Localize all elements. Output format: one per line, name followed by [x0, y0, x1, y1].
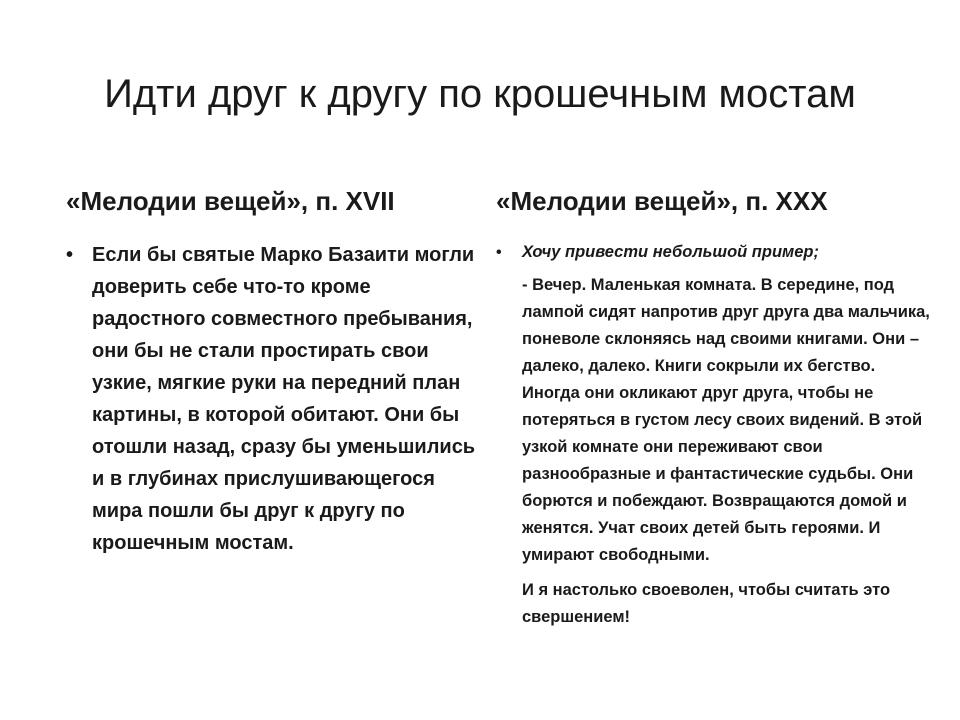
- slide-title: Идти друг к другу по крошечным мостам: [104, 72, 856, 116]
- right-paragraph-2: И я настолько своеволен, чтобы считать это свершением!: [522, 581, 891, 627]
- left-bullet-text: Если бы святые Марко Базаити могли доверить себе что-то кроме радостного совместного пребывания, они бы не стали простирать свои узкие, мягкие руки на передний план картины, в которой обитают. Они бы отошли назад, сразу бы уменьшились и в глубинах прислушивающегося мира пошли бы друг к другу по крошечным мостам.: [92, 244, 476, 555]
- right-column: [496, 186, 936, 631]
- right-paragraph-1: - Вечер. Маленькая комната. В середине, под лампой сидят напротив друг друга два мальчика, поневоле склоняясь над своими книгами. Они – далеко, далеко. Книги сокрыли их бегство. Иногда они окликают друг друга, чтобы не потеряться в густом лесу своих видений. В этой узкой комнате они переживают свои разнообразные и фантастические судьбы. Они борются и побеждают. Возвращаются домой и женятся. Учат своих детей быть героями. И умирают свободными.: [522, 276, 930, 565]
- right-column-heading: «Мелодии вещей», п. XXX: [496, 186, 828, 216]
- right-bullet-item: [496, 239, 936, 266]
- bullet-icon: •: [496, 244, 502, 262]
- left-column-heading: «Мелодии вещей», п. XVII: [66, 186, 395, 216]
- left-column: [66, 186, 486, 559]
- left-bullet-item: [66, 239, 486, 559]
- right-intro-text: Хочу привести небольшой пример;: [522, 243, 819, 262]
- bullet-icon: •: [66, 244, 74, 267]
